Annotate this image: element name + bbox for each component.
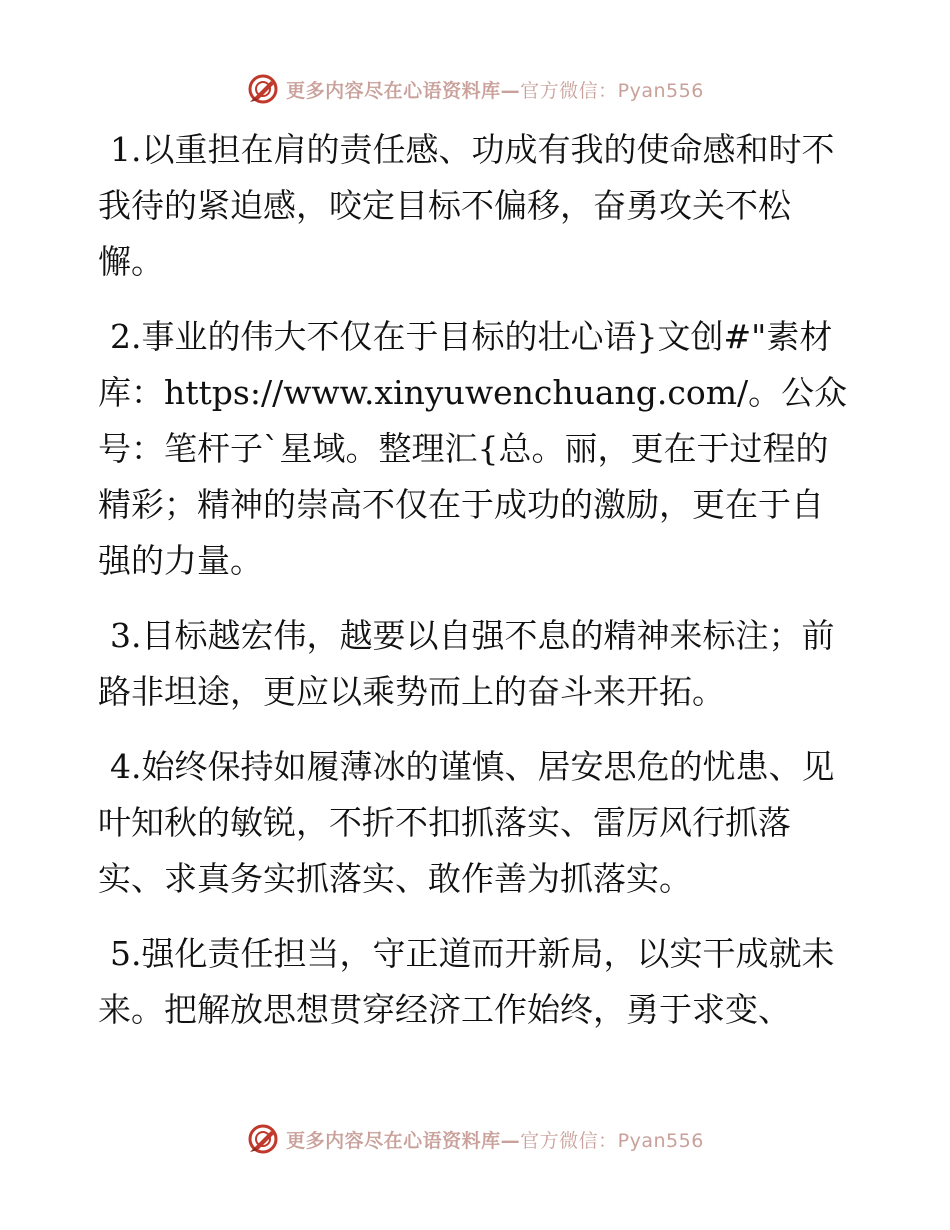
watermark-dash: — xyxy=(500,79,521,102)
paragraph-number: 5. xyxy=(110,934,142,973)
paragraph-text: 强化责任担当，守正道而开新局，以实干成就未来。把解放思想贯穿经济工作始终，勇于求变、 xyxy=(98,934,835,1029)
footer-watermark xyxy=(0,1122,950,1156)
paragraph-3 xyxy=(98,608,848,720)
pen-logo-icon xyxy=(246,1122,280,1156)
paragraph-number: 4. xyxy=(110,747,142,786)
paragraph-text: 始终保持如履薄冰的谨慎、居安思危的忧患、见叶知秋的敏锐，不折不扣抓落实、雷厉风行抓落实、求真务实抓落实、敢作善为抓落实。 xyxy=(98,747,835,898)
paragraph-number: 2. xyxy=(110,317,142,356)
paragraph-5 xyxy=(98,926,848,1038)
paragraph-text: 以重担在肩的责任感、功成有我的使命感和时不我待的紧迫感，咬定目标不偏移，奋勇攻关不松懈。 xyxy=(98,130,835,281)
pen-logo-icon xyxy=(246,72,280,106)
watermark-contact: 官方微信：Pyan556 xyxy=(520,1129,704,1152)
watermark-dash: — xyxy=(500,1129,521,1152)
paragraph-number: 3. xyxy=(110,616,142,655)
paragraph-number: 1. xyxy=(110,130,142,169)
paragraph-4 xyxy=(98,739,848,907)
paragraph-2 xyxy=(98,309,848,589)
watermark-label: 更多内容尽在心语资料库 xyxy=(286,79,501,102)
watermark-contact: 官方微信：Pyan556 xyxy=(520,79,704,102)
paragraph-text: 目标越宏伟，越要以自强不息的精神来标注；前路非坦途，更应以乘势而上的奋斗来开拓。 xyxy=(98,616,835,711)
paragraph-1 xyxy=(98,122,848,290)
paragraph-text: 事业的伟大不仅在于目标的壮心语}文创#"素材库：https://www.xinyuwenchuang.com/。公众号：笔杆子`星域。整理汇{总。丽，更在于过程的精彩；精神的崇高不仅在于成功的激励，更在于自强的力量。 xyxy=(98,317,848,580)
header-watermark xyxy=(0,72,950,106)
watermark-label: 更多内容尽在心语资料库 xyxy=(286,1129,501,1152)
document-body xyxy=(98,122,848,1057)
